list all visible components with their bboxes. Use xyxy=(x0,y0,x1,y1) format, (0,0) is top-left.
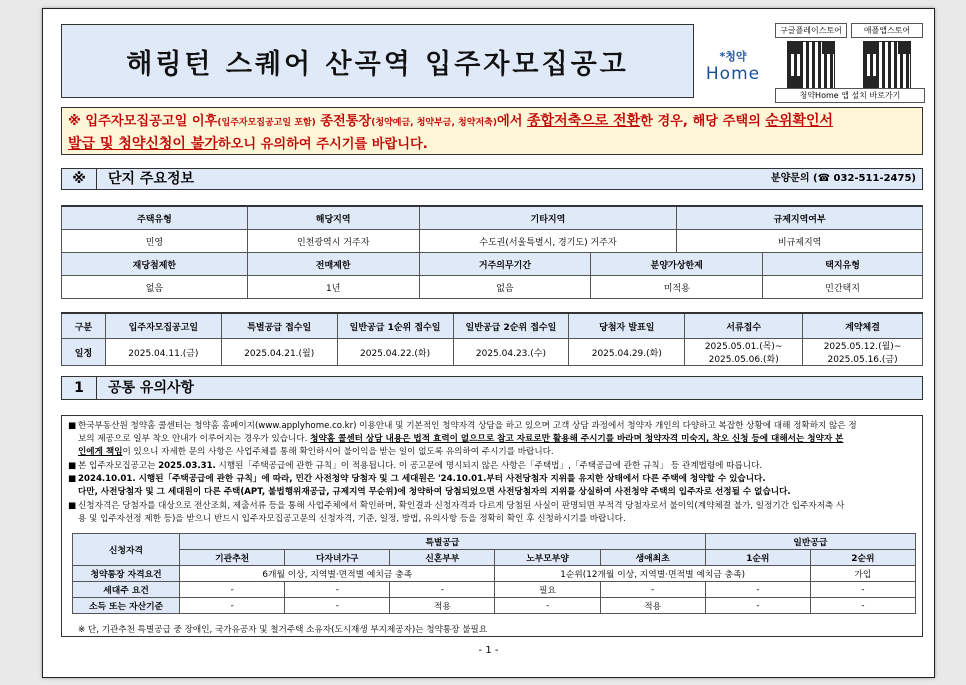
table-row xyxy=(73,566,916,582)
table-header: 다자녀가구 xyxy=(285,550,390,566)
table-row xyxy=(62,253,923,276)
table-cell: 인천광역시 거주자 xyxy=(247,230,419,253)
page-title: 해링턴 스퀘어 산곡역 입주자모집공고 xyxy=(126,48,629,80)
table-cell: - xyxy=(180,582,285,598)
apple-qr-icon[interactable] xyxy=(863,41,911,89)
warning-emphasis: 종합저축으로 전환 xyxy=(527,113,641,129)
table-cell: 없음 xyxy=(62,276,248,299)
table-row xyxy=(62,276,923,299)
qualification-footnote: ※ 단, 기관추천 특별공급 중 장애인, 국가유공자 및 철거주택 소유자(도시재생 부지제공자)는 청약통장 불필요 xyxy=(78,625,488,635)
table-header: 특별공급 xyxy=(180,534,706,550)
table-header: 1순위 xyxy=(705,550,810,566)
schedule-table xyxy=(61,312,923,366)
table-header: 택지유형 xyxy=(763,253,923,276)
bullet-icon: ■ xyxy=(68,474,77,484)
table-cell: 적용 xyxy=(600,598,705,614)
table-row xyxy=(62,339,923,366)
warning-emphasis: 순위확인서 xyxy=(765,113,834,129)
section-number: ※ xyxy=(62,169,97,189)
page-number: - 1 - xyxy=(478,645,499,656)
table-header: 구분 xyxy=(62,313,106,339)
note-text: 다만, 사전당첨자 및 그 세대원이 다른 주택(APT, 불법행위재공급, 규제지역 무순위)에 청약하여 당첨되었으면 사전당첨자의 지위를 상실하여 사전청약 주택의 입주자로 선정될 수 없습니다. xyxy=(78,487,791,497)
note-paragraph xyxy=(68,420,914,459)
section-number: 1 xyxy=(62,377,97,399)
docs-start: 2025.05.01.(목)~ xyxy=(704,342,783,352)
table-cell: - xyxy=(390,582,495,598)
table-header: 규제지역여부 xyxy=(677,206,923,230)
warning-text: 에서 xyxy=(496,114,528,129)
table-row xyxy=(73,550,916,566)
note-text: 신청자격은 당첨자를 대상으로 전산조회, 제출서류 등을 통해 사업주체에서 확인하며, 확인결과 신청자격과 다르게 당첨된 사실이 판명되면 부적격 당첨자로서 불이익(계약체결 불가, 일정기간 입주자저축 사 xyxy=(78,501,845,511)
table-cell: - xyxy=(495,598,600,614)
row-label: 소득 또는 자산기준 xyxy=(73,598,180,614)
app-store-label: 애플앱스토어 xyxy=(851,23,923,38)
qr-footer: 청약Home 앱 설치 바로가기 xyxy=(775,88,925,103)
note-paragraph xyxy=(68,473,914,499)
docs-end: 2025.05.06.(화) xyxy=(708,355,779,365)
note-text: 용 및 입주자선정 제한 등)을 받으니 반드시 입주자모집공고문의 신청자격, 기준, 일정, 방법, 유의사항 등을 정확히 확인 후 신청하시기를 바랍니다. xyxy=(78,514,626,524)
note-text xyxy=(78,420,914,459)
title-box xyxy=(61,24,694,98)
table-header: 신혼부부 xyxy=(390,550,495,566)
table-cell: 2025.04.21.(월) xyxy=(221,339,337,366)
note-text: 보의 제공으로 일부 착오 안내가 이루어지는 경우가 있습니다. xyxy=(78,434,311,444)
table-header: 신청자격 xyxy=(73,534,180,566)
table-header: 전매제한 xyxy=(247,253,419,276)
warning-text: (입주자모집공고일 포함) xyxy=(217,118,316,128)
section-header-notes xyxy=(61,376,923,400)
table-cell: 1순위(12개월 이상, 지역별·면적별 예치금 충족) xyxy=(495,566,810,582)
table-header: 분양가상한제 xyxy=(591,253,763,276)
row-label: 일정 xyxy=(62,339,106,366)
table-cell: 가입 xyxy=(810,566,915,582)
table-cell: - xyxy=(180,598,285,614)
table-header: 일반공급 1순위 접수일 xyxy=(337,313,453,339)
table-cell: 비규제지역 xyxy=(677,230,923,253)
section-header-info xyxy=(61,168,923,190)
table-header: 거주의무기간 xyxy=(419,253,591,276)
table-header: 특별공급 접수일 xyxy=(221,313,337,339)
table-header: 노부모부양 xyxy=(495,550,600,566)
table-header: 당첨자 발표일 xyxy=(569,313,685,339)
table-cell xyxy=(803,339,923,366)
bullet-icon: ■ xyxy=(68,421,77,431)
note-text: 본 입주자모집공고는 xyxy=(78,461,159,471)
table-header: 주택유형 xyxy=(62,206,248,230)
table-cell: 적용 xyxy=(390,598,495,614)
table-cell: 민간택지 xyxy=(763,276,923,299)
contact-phone: 분양문의 (☎ 032-511-2475) xyxy=(770,173,916,184)
table-header: 입주자모집공고일 xyxy=(105,313,221,339)
note-text: 2024.10.01. 시행된「주택공급에 관한 규칙」에 따라, 민간 사전청약 당첨자 및 그 세대원은 '24.10.01.부터 사전당첨자 지위를 유지한 상태에서 다른 주택에 청약할 수 있습니다. xyxy=(78,474,766,484)
table-cell: 수도권(서울특별시, 경기도) 거주자 xyxy=(419,230,677,253)
contract-end: 2025.05.16.(금) xyxy=(827,355,898,365)
table-header: 기타지역 xyxy=(419,206,677,230)
warning-text: 한 경우, 해당 주택의 xyxy=(640,114,766,129)
table-header: 해당지역 xyxy=(247,206,419,230)
note-text: 시행된「주택공급에 관한 규칙」이 적용됩니다. 이 공고문에 명시되지 않은 사항은「주택법」,「주택공급에 관한 규칙」 등 관계법령에 따릅니다. xyxy=(215,461,763,471)
contract-start: 2025.05.12.(월)~ xyxy=(823,342,902,352)
table-header: 재당첨제한 xyxy=(62,253,248,276)
table-cell: 2025.04.22.(화) xyxy=(337,339,453,366)
table-cell: 1년 xyxy=(247,276,419,299)
qualification-table xyxy=(72,533,916,614)
table-cell: - xyxy=(705,582,810,598)
google-play-label: 구글플레이스토어 xyxy=(775,23,847,38)
note-text xyxy=(78,500,914,526)
table-cell: - xyxy=(285,582,390,598)
table-cell: 2025.04.29.(화) xyxy=(569,339,685,366)
qr-block xyxy=(775,23,925,99)
note-text xyxy=(78,473,914,499)
table-cell: 민영 xyxy=(62,230,248,253)
table-cell: 없음 xyxy=(419,276,591,299)
warning-text: ※ 입주자모집공고일 이후 xyxy=(68,114,218,129)
warning-text: 하오니 유의하여 주시기를 바랍니다. xyxy=(217,137,428,152)
google-qr-icon[interactable] xyxy=(787,41,835,89)
table-cell: - xyxy=(705,598,810,614)
section-title: 단지 주요정보 xyxy=(108,171,195,187)
google-play-qr xyxy=(775,23,847,89)
table-header: 계약체결 xyxy=(803,313,923,339)
info-table xyxy=(61,205,923,299)
row-label: 세대주 요건 xyxy=(73,582,180,598)
document-page xyxy=(42,8,935,678)
table-cell: - xyxy=(810,582,915,598)
table-cell: 6개월 이상, 지역별·면적별 예치금 충족 xyxy=(180,566,495,582)
table-cell: - xyxy=(810,598,915,614)
table-cell: 2025.04.23.(수) xyxy=(453,339,569,366)
note-paragraph xyxy=(68,460,914,473)
table-header: 2순위 xyxy=(810,550,915,566)
app-store-qr xyxy=(851,23,923,89)
note-text xyxy=(78,460,914,473)
table-header: 일반공급 2순위 접수일 xyxy=(453,313,569,339)
table-row xyxy=(62,230,923,253)
table-row xyxy=(73,582,916,598)
table-cell: - xyxy=(285,598,390,614)
table-row xyxy=(73,598,916,614)
table-row xyxy=(62,313,923,339)
warning-text: (청약예금, 청약부금, 청약저축) xyxy=(371,118,497,128)
note-emphasis: 2025.03.31. xyxy=(158,461,216,471)
notes-box xyxy=(61,415,923,637)
note-text: 한국부동산원 청약홈 콜센터는 청약홈 홈페이지(www.applyhome.co.kr) 이용안내 및 기본적인 청약자격 상담을 하고 있으며 고객 상담 과정에서 청약자 개인의 다양하고 복잡한 상황에 대해 정확하지 않은 정 xyxy=(78,421,857,431)
table-cell: 필요 xyxy=(495,582,600,598)
table-header: 기관추천 xyxy=(180,550,285,566)
applyhome-logo xyxy=(699,37,767,95)
table-header: 일반공급 xyxy=(705,534,915,550)
table-row xyxy=(62,206,923,230)
note-text: 이 있으니 자세한 문의 사항은 사업주체를 통해 확인하시어 불이익을 받는 일이 없도록 유의하여 주시기를 바랍니다. xyxy=(122,447,554,457)
warning-box xyxy=(61,107,923,155)
warning-text: 종전통장 xyxy=(315,114,372,129)
warning-emphasis: 발급 및 청약신청이 불가 xyxy=(68,136,218,152)
table-header: 서류접수 xyxy=(685,313,803,339)
table-cell: 2025.04.11.(금) xyxy=(105,339,221,366)
logo-top-text: *청약 xyxy=(719,50,747,63)
note-emphasis: 인에게 책임 xyxy=(78,447,123,457)
bullet-icon: ■ xyxy=(68,501,77,511)
table-cell: 미적용 xyxy=(591,276,763,299)
bullet-icon: ■ xyxy=(68,461,77,471)
table-cell: - xyxy=(600,582,705,598)
table-cell xyxy=(685,339,803,366)
table-row xyxy=(73,534,916,550)
note-emphasis: 청약홈 콜센터 상담 내용은 법적 효력이 없으므로 참고 자료로만 활용해 주시기를 바라며 청약자격 미숙지, 착오 신청 등에 대해서는 청약자 본 xyxy=(310,434,844,444)
logo-bottom-text: Home xyxy=(705,64,761,84)
note-paragraph xyxy=(68,500,914,526)
row-label: 청약통장 자격요건 xyxy=(73,566,180,582)
section-title: 공통 유의사항 xyxy=(108,380,195,396)
table-header: 생애최초 xyxy=(600,550,705,566)
